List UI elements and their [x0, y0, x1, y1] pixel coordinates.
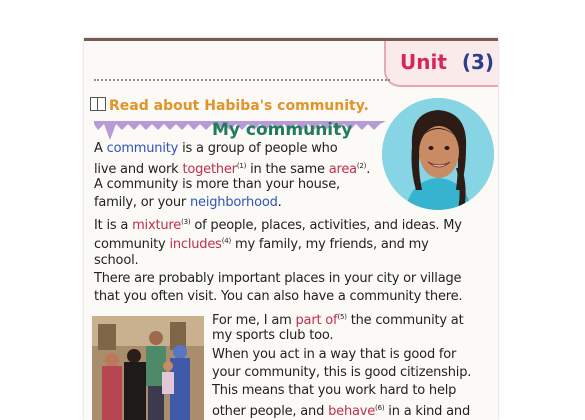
text-segment: family, or your [94, 195, 190, 210]
text-segment: A community is more than your house, [94, 177, 340, 192]
footnote-number: (3) [181, 218, 191, 226]
text-segment: community [94, 237, 170, 252]
text-line [212, 382, 456, 399]
text-segment: For me, I am [212, 313, 296, 328]
text-segment: of people, places, activities, and ideas. My [190, 218, 462, 233]
text-line [94, 194, 282, 211]
footnote-number: (6) [375, 404, 385, 412]
text-segment: . [366, 162, 371, 177]
text-line [94, 233, 429, 253]
vocabulary-word: together [182, 162, 237, 177]
girl-portrait [382, 98, 494, 210]
family-picture [92, 316, 204, 420]
vocabulary-word: mixture [132, 218, 182, 233]
text-segment: A [94, 141, 107, 156]
text-line [94, 140, 337, 157]
footnote-number: (1) [236, 162, 247, 170]
keyword: neighborhood [189, 195, 278, 210]
text-line [212, 346, 456, 363]
habiba-photo [382, 98, 494, 210]
text-segment: There are probably important places in your city or village [94, 271, 462, 286]
text-segment: your community, this is good citizenship. [212, 365, 472, 380]
vocabulary-word: area [328, 162, 357, 177]
text-segment: that you often visit. You can also have a community there. [94, 289, 463, 304]
family-photo [92, 316, 204, 420]
book-icon [90, 97, 106, 111]
text-segment: . [277, 195, 282, 210]
text-segment: When you act in a way that is good for [212, 347, 457, 362]
text-segment: This means that you work hard to help [212, 383, 457, 398]
section-title-text: Read about Habiba's community. [109, 98, 369, 114]
vocabulary-word: behave [328, 404, 376, 419]
unit-number: (3) [461, 50, 495, 74]
text-segment: school. [94, 253, 139, 268]
dotted-divider [94, 79, 390, 81]
article-heading: My community [212, 120, 353, 140]
footnote-number: (2) [356, 162, 367, 170]
text-segment: in the same [246, 162, 329, 177]
vocabulary-word: includes [169, 237, 222, 252]
text-line [212, 400, 470, 420]
text-segment: in a kind and [384, 404, 471, 419]
text-segment: my sports club too. [212, 328, 334, 343]
text-segment: other people, and [212, 404, 329, 419]
text-line [94, 214, 462, 234]
text-line [94, 252, 138, 269]
text-segment: live and work [94, 162, 183, 177]
text-line [94, 288, 462, 305]
vocabulary-word: part of [295, 313, 338, 328]
text-line [94, 270, 461, 287]
text-segment: is a group of people who [178, 141, 338, 156]
unit-word: Unit [400, 50, 447, 74]
text-line [212, 364, 471, 381]
text-segment: It is a [94, 218, 133, 233]
text-segment: my family, my friends, and my [231, 237, 429, 252]
text-line [94, 176, 340, 193]
section-title [90, 97, 369, 114]
text-segment: the community at [346, 313, 464, 328]
unit-label [400, 50, 494, 74]
keyword: community [106, 141, 179, 156]
text-line [212, 327, 333, 344]
footnote-number: (5) [337, 313, 347, 321]
footnote-number: (4) [221, 237, 232, 245]
